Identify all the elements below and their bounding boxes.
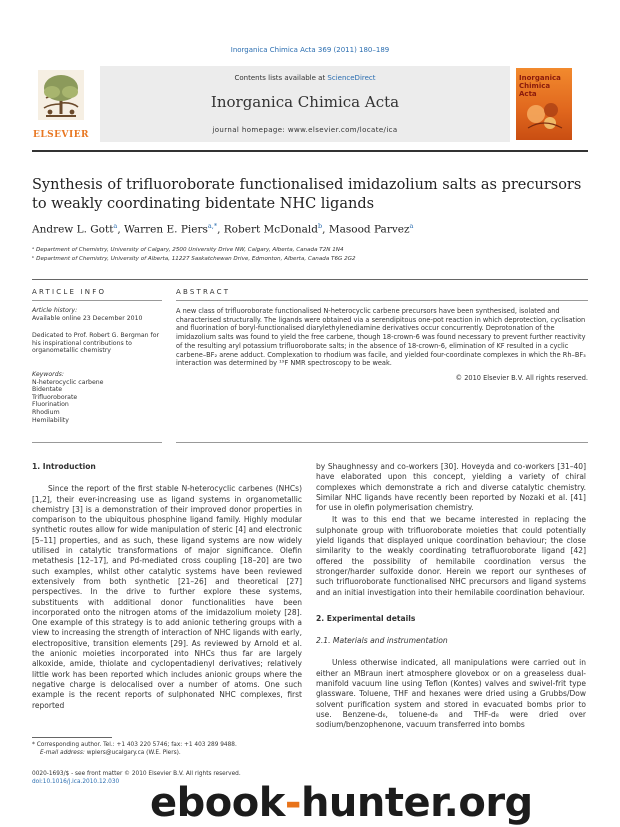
abstract-copyright: © 2010 Elsevier B.V. All rights reserved. [455,373,588,382]
header-divider [32,279,588,280]
elsevier-tree-icon [38,70,84,120]
body-paragraph: It was to this end that we became interested in replacing the sulphonate group with trifluoroborate moieties that could potentially yield ligands that displayed unique coordination behaviour; the close similarity to the weakly coordinating tetrafluoroborate ligand [42] offered the possibility of hemilabile coordination versus the stronger/harder sulfoxide donor. Herein we report our syntheses of such trifluoroborate functionalised NHC precursors and ligand systems and an initial investigation into their hemilabile coordination behaviour. [316,515,586,597]
body-paragraph: Unless otherwise indicated, all manipulations were carried out in either an MBraun inert atmosphere glovebox or on a greaseless dual-manifold vacuum line using Teflon (Kontes) valves and swivel-frit type glassware. Toluene, THF and hexanes were dried using a Grubbs/Dow solvent purification system and stored in evacuated bombs prior to use. Benzene-d₆, toluene-d₈ and THF-d₈ were dried over sodium/benzophenone, vacuum transferred into bombs [316,658,586,730]
author-name[interactable]: Masood Parvez [328,223,410,236]
body-paragraph: by Shaughnessy and co-workers [30]. Hoveyda and co-workers [31–40] have elaborated upon this concept, yielding a variety of chiral complexes which demonstrate a rich and diverse catalytic chemistry. Similar NHC ligands have recently been reported by Nozaki et al. [41] for use in olefin polymerisation chemistry. [316,462,586,513]
corresponding-author-footnote [32,741,302,757]
elsevier-wordmark: ELSEVIER [32,130,90,140]
journal-masthead [32,66,588,142]
abstract-heading: ABSTRACT [176,288,231,296]
author-affiliation-mark[interactable]: a [409,222,414,230]
watermark-logo [150,781,610,825]
author-name[interactable]: Andrew L. Gott [32,223,114,236]
article-info-bottom-rule [32,442,162,443]
footnote-rule [32,737,112,738]
doi-link[interactable]: doi:10.1016/j.ica.2010.12.030 [32,779,120,785]
article-info-rule [32,300,162,301]
affiliation-a: ᵃ Department of Chemistry, University of Calgary, 2500 University Drive NW, Calgary, Alberta, Canada T2N 1N4 [32,247,344,253]
keyword-item: Rhodium [32,408,60,416]
author-name[interactable]: Warren E. Piers [124,223,208,236]
abstract-text: A new class of trifluoroborate functionalised N-heterocyclic carbene precursors have been synthesised, isolated and characterised structurally. The ligands were obtained via a serendipitous one-pot reaction in which deprotection, cyclisation and fluorination of boryl-functionalised diarylethylenediamine derivatives occur concurrently. Deprotonation of the imidazolium salts was found to yield the free carbene, though 18-crown-6 was found necessary to prevent further reactivity of the resulting aryl potassium trifluoroborate salts; in the absence of 18-crown-6, elimination of KF resulted in a cyclic carbene–BF₂ arene adduct. Complexation to rhodium was facile, and yielded four-coordinate complexes in which the Rh–BF₃ interaction was determined by ¹⁹F NMR spectroscopy to be weak. [176,307,586,368]
body-column-left [32,462,302,713]
author-list: Andrew L. Gott$^a$, Warren E. Piers$^{a,*}$, Robert McDonald$^b$, Masood Parvez$^a$ [32,222,414,236]
keyword-item: Trifluoroborate [32,393,78,401]
journal-cover-thumbnail[interactable] [516,68,572,140]
section-heading-experimental: 2. Experimental details [316,613,416,623]
corresponding-contact: * Corresponding author. Tel.: +1 403 220 5746; fax: +1 403 289 9488. [32,742,237,748]
journal-citation-link[interactable]: Inorganica Chimica Acta 369 (2011) 180–189 [230,46,390,54]
email-label: E-mail address: [40,750,85,756]
contents-available-line [100,74,510,82]
body-paragraph: Since the report of the first stable N-heterocyclic carbenes (NHCs) [1,2], their ever-increasing use as ligand systems in organometallic chemistry [3] is a demonstration of their improved donor properties in comparison to the ubiquitous phosphine ligand family. Highly modular synthetic routes allow for wide manipulation of steric [4] and electronic [5–11] properties, and as such, these ligand systems are now widely utilised in catalytic transformations of major significance. Olefin metathesis [12–17], and Pd-mediated cross coupling [18–20] are two such examples, whilst other catalytic systems have been reviewed extensively from both synthetic [21–26] and theoretical [27] perspectives. In the drive to further explore these systems, substituents with additional donor functionalities have been incorporated onto the nitrogen atoms of the imidazolium moiety [28]. One example of this strategy is to add anionic tethering groups with a view to increasing the strength of interaction of NHC ligands with early, electropositive, transition elements [29]. As reviewed by Arnold et al. the anionic moieties incorporated into NHCs thus far are largely alkoxide, amide, thiolate and cyclopentadienyl derivatives; relatively little work has been reported which includes anionic groups where the negative charge is delocalised over a number of atoms. One such example is the recent reports of sulphonated NHC complexes, first reported [32,484,302,710]
author-affiliation-mark[interactable]: a,* [207,222,218,230]
watermark-hyphen: - [284,780,301,826]
abstract-bottom-rule [176,442,588,443]
author-name[interactable]: Robert McDonald [223,223,318,236]
journal-homepage[interactable]: journal homepage: www.elsevier.com/locate/ica [212,126,398,134]
keywords-label: Keywords: [32,371,64,378]
keywords-block [32,371,162,424]
masthead-divider [32,150,588,152]
abstract-rule [176,300,588,301]
author-affiliation-mark[interactable]: a [113,222,118,230]
keyword-item: Hemilability [32,416,69,424]
contents-prefix: Contents lists available at [234,74,328,82]
section-spacer [316,600,586,614]
cover-title: Inorganica Chimica Acta [519,74,561,98]
article-title: Synthesis of trifluoroborate functionalised imidazolium salts as precursors to weakly coordinating bidentate NHC ligands [32,177,582,212]
sciencedirect-link[interactable]: ScienceDirect [327,74,376,82]
article-history [32,307,162,322]
subsection-heading-materials: 2.1. Materials and instrumentation [316,636,448,646]
history-value: Available online 23 December 2010 [32,314,143,322]
body-column-right [316,462,586,733]
journal-banner [100,66,510,142]
journal-name: Inorganica Chimica Acta [210,93,400,111]
section-heading-introduction: 1. Introduction [32,462,96,471]
keyword-item: Bidentate [32,386,63,394]
history-label: Article history: [32,307,78,314]
watermark-right: hunter.org [300,780,533,826]
elsevier-logo[interactable] [32,70,90,140]
issn-line: 0020-1693/$ - see front matter © 2010 Elsevier B.V. All rights reserved. [32,771,241,777]
cover-art-icon [524,98,564,132]
dedication: Dedicated to Prof. Robert G. Bergman for his inspirational contributions to organometallic chemistry [32,332,160,355]
abstract-body [176,307,588,383]
email-address-link[interactable]: wpiers@ucalgary.ca (W.E. Piers). [86,750,181,756]
author-affiliation-mark[interactable]: b [318,222,323,230]
affiliation-b: ᵇ Department of Chemistry, University of Alberta, 11227 Saskatchewan Drive, Edmonton, Alberta, Canada T6G 2G2 [32,256,356,262]
keyword-item: N-heterocyclic carbene [32,378,104,386]
email-line [32,749,302,757]
watermark-left: ebook [150,780,285,826]
keyword-item: Fluorination [32,401,69,409]
article-info-heading: ARTICLE INFO [32,288,107,296]
